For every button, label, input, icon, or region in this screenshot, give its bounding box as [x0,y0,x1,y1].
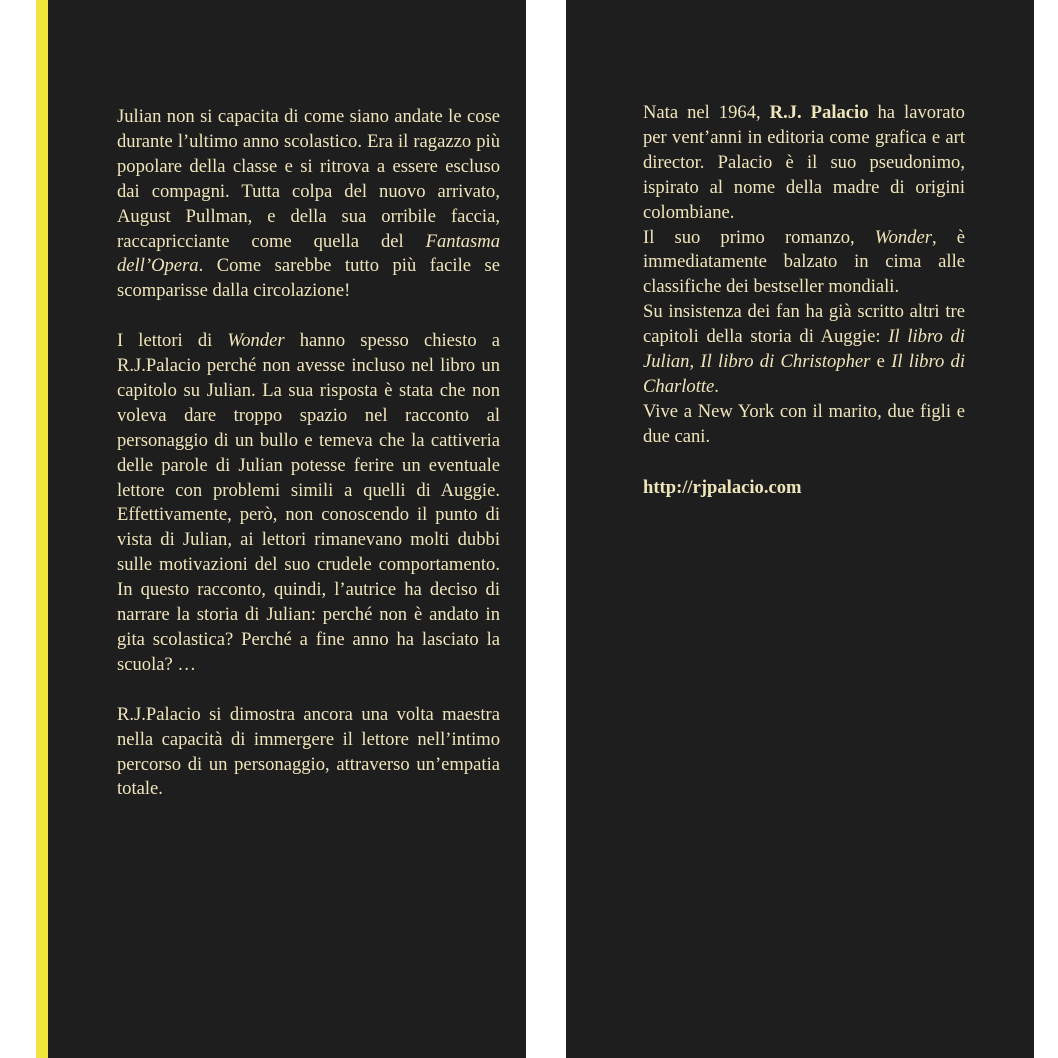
italic-title: Il libro di Christopher [700,351,871,373]
text-run: hanno spesso chiesto a R.J.Palacio perché non avesse incluso nel libro un capitolo su Julian. La sua risposta è stata che non voleva dare troppo spazio nel racconto al personaggio di un bullo e temeva che la cattiveria delle parole di Julian potesse ferire un eventuale lettore con problemi simili a quelli di Auggie. Effettivamente, però, non conoscendo il punto di vista di Julian, ai lettori rimanevano molti dubbi sulle motivazioni del suo crudele comportamento. In questo racconto, quindi, l’autrice ha deciso di narrare la storia di Julian: perché non è andato in gita scolastica? Perché a fine anno ha lasciato la scuola? … [117,330,500,675]
author-website-link[interactable]: http://rjpalacio.com [643,476,802,498]
back-flap [566,0,1034,1058]
bio-paragraph [643,101,965,226]
bio-paragraph [643,226,965,301]
text-run: ha lavorato per vent’anni in editoria come grafica e art director. Palacio è il suo pseudonimo, ispirato al nome della madre di origini colombiane. [643,102,965,223]
text-run: , è immediatamente balzato in cima alle classifiche dei bestseller mondiali. [643,226,965,298]
text-run: Nata nel 1964, [643,102,770,123]
synopsis-text [117,105,500,827]
text-run: , [689,351,701,373]
italic-title: Il libro di Charlotte [643,351,966,397]
author-name: R.J. Palacio [769,102,869,123]
text-run: e [870,351,892,373]
synopsis-paragraph [117,105,500,304]
text-run: R.J.Palacio si dimostra ancora una volta maestra nella capacità di immergere il lettore nell’intimo percorso di un personaggio, attraverso un’empatia totale. [117,703,500,800]
italic-title: Fantasma dell’Opera [117,230,500,277]
text-run: Vive a New York con il marito, due figli e due cani. [643,400,965,447]
text-run: . Come sarebbe tutto più facile se scomparisse dalla circolazione! [117,255,500,302]
front-flap [36,0,526,1058]
synopsis-paragraph [117,329,500,678]
author-bio-text [643,101,965,450]
bio-paragraph [643,300,965,400]
italic-title: Wonder [227,330,285,352]
italic-title: Il libro di Julian [643,326,965,373]
synopsis-paragraph [117,703,500,803]
text-run: I lettori di [117,330,228,352]
text-run: . [714,375,719,397]
author-bio [643,101,965,501]
bio-paragraph [643,400,965,450]
text-run: Su insistenza dei fan ha già scritto altri tre capitoli della storia di Auggie: [643,301,965,348]
text-run: Il suo primo romanzo, [643,226,875,248]
text-run: Julian non si capacita di come siano andate le cose durante l’ultimo anno scolastico. Era il ragazzo più popolare della classe e si ritrova a essere escluso dai compagni. Tutta colpa del nuovo arrivato, August Pullman, e della sua orribile faccia, raccapricciante come quella del [117,106,500,252]
italic-title: Wonder [874,226,932,248]
